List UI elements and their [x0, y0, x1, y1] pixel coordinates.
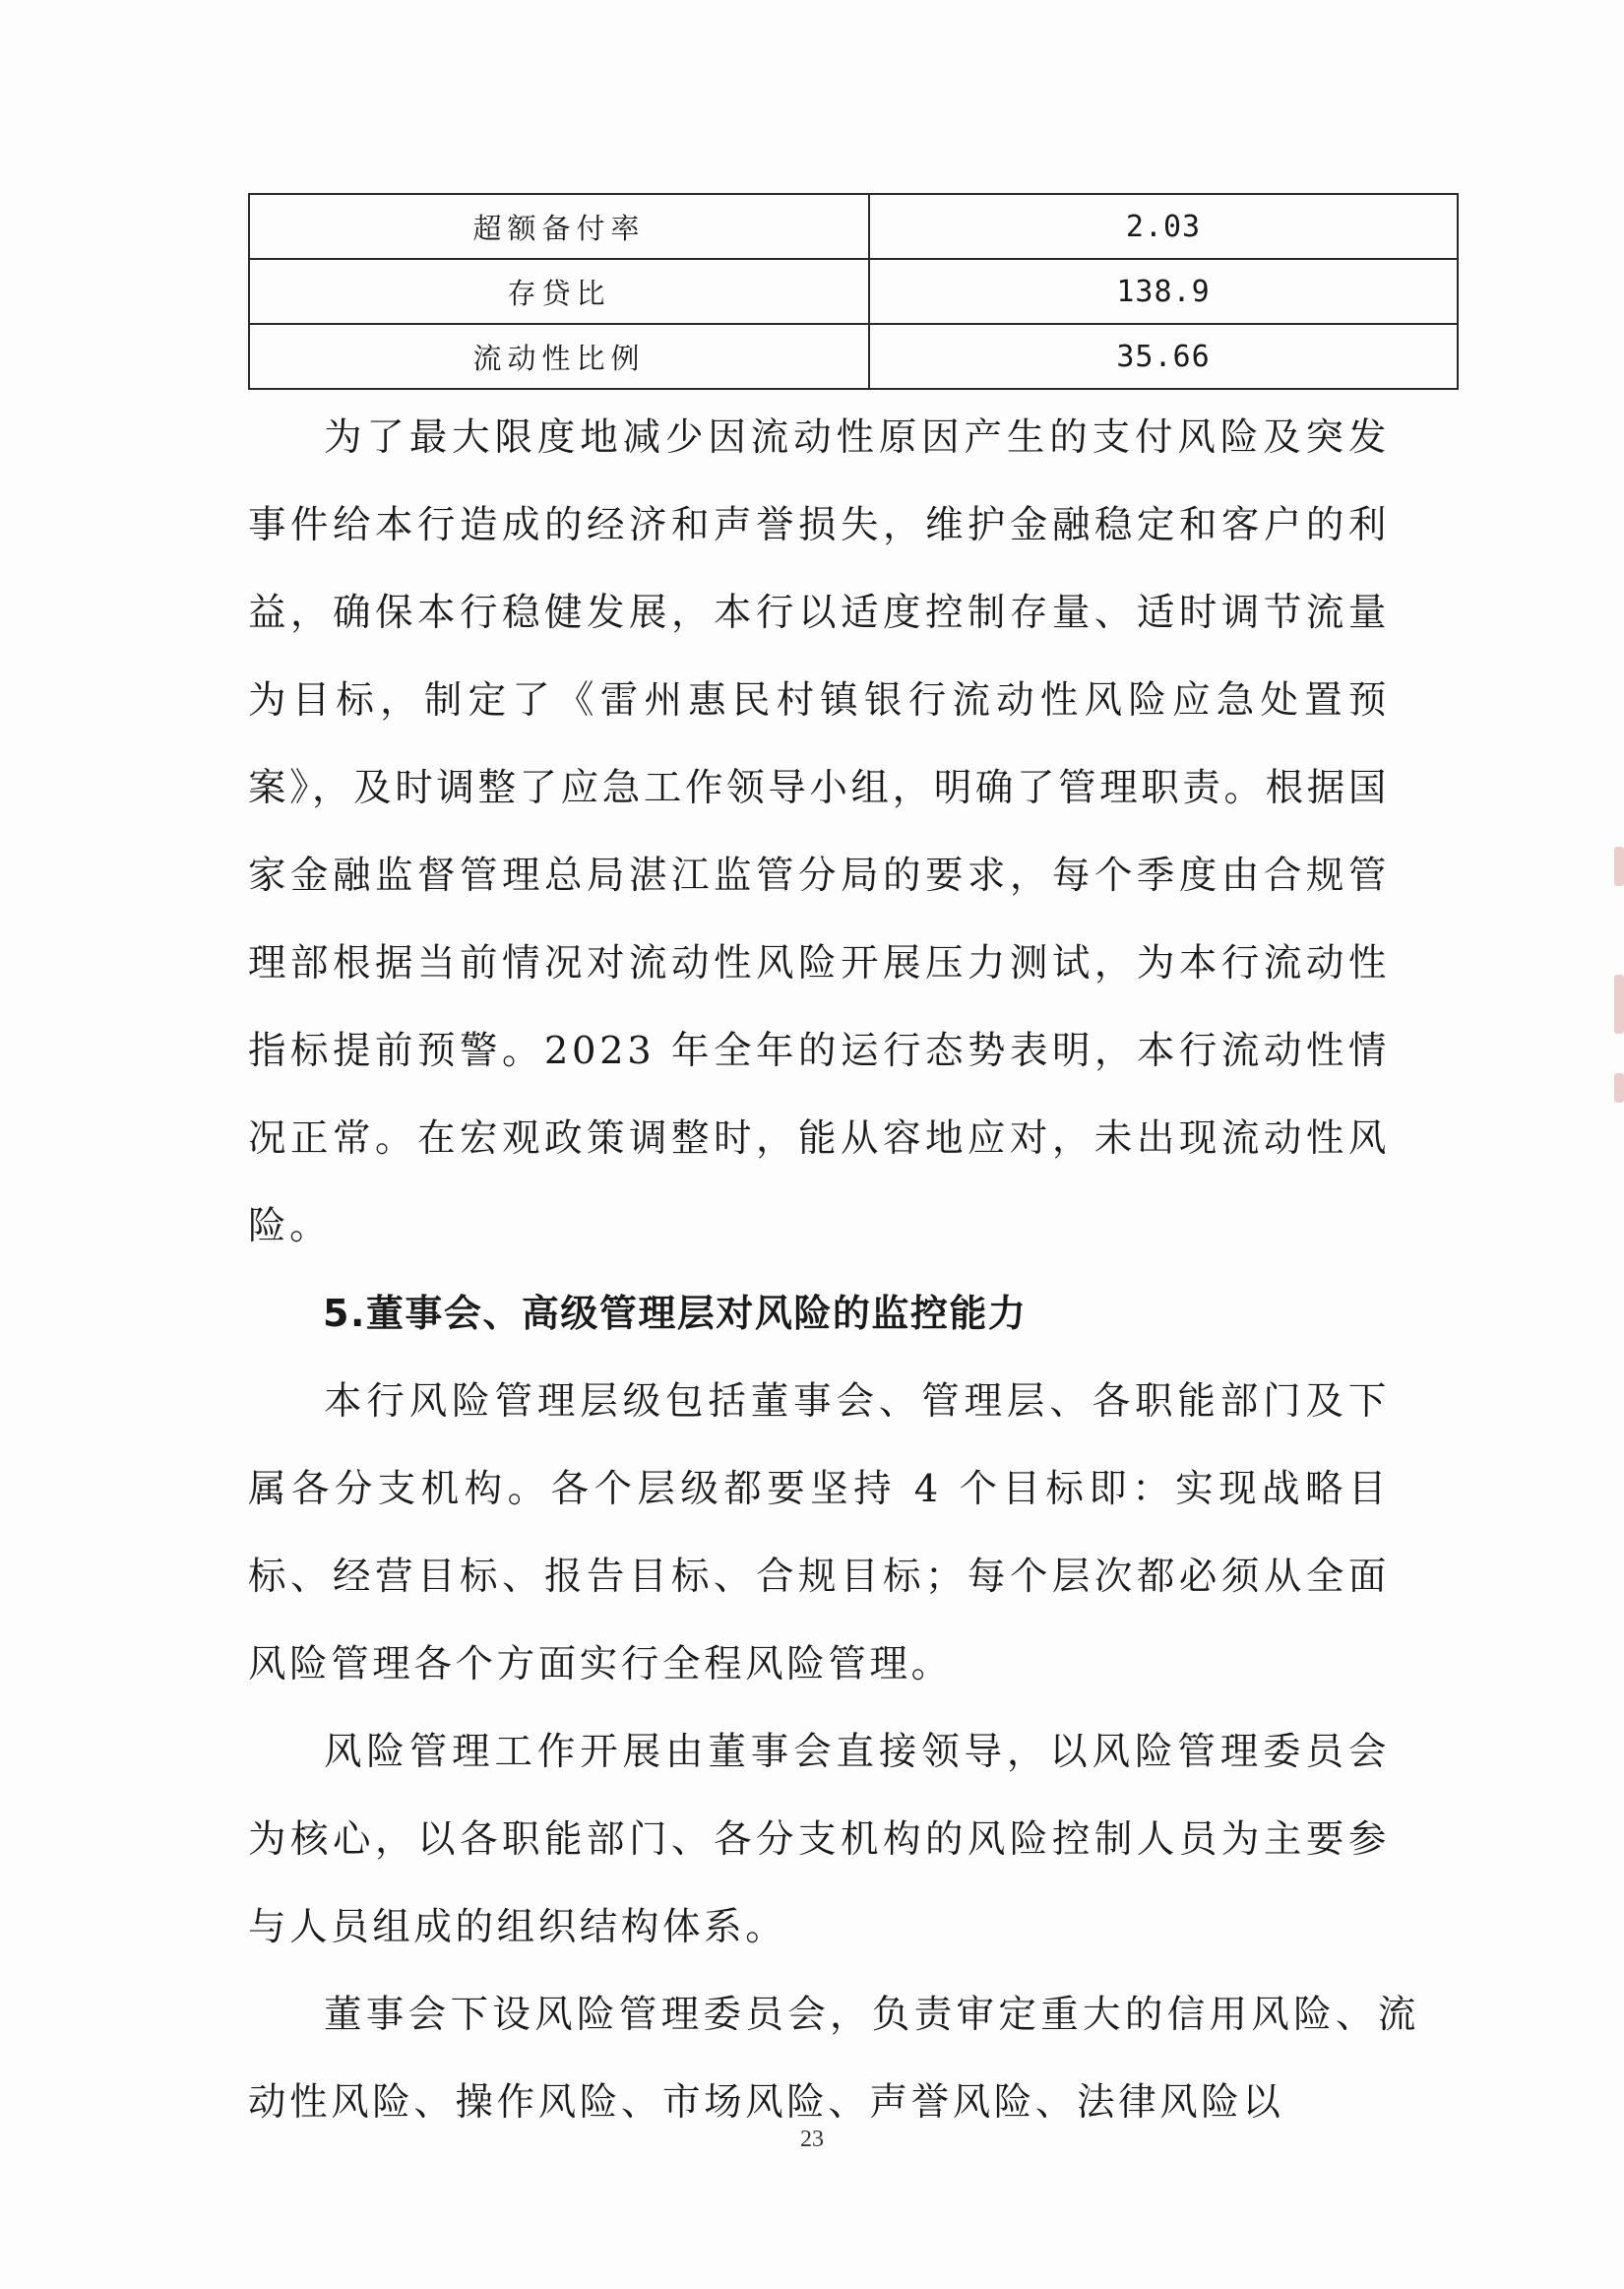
- scan-artifact: [1614, 975, 1624, 1034]
- table-cell-label: 超额备付率: [249, 194, 869, 259]
- body-content: [248, 394, 1419, 2146]
- table-cell-label: 存贷比: [249, 259, 869, 324]
- paragraph-liquidity-contingency: 为了最大限度地减少因流动性原因产生的支付风险及突发事件给本行造成的经济和声誉损失，维护金融稳定和客户的利益，确保本行稳健发展，本行以适度控制存量、适时调节流量为目标，制定了《雷州惠民村镇银行流动性风险应急处置预案》，及时调整了应急工作领导小组，明确了管理职责。根据国家金融监督管理总局湛江监管分局的要求，每个季度由合规管理部根据当前情况对流动性风险开展压力测试，为本行流动性指标提前预警。2023 年全年的运行态势表明，本行流动性情况正常。在宏观政策调整时，能从容地应对，未出现流动性风险。: [248, 415, 1390, 1248]
- table-row: [249, 194, 1458, 259]
- table-cell-value: 2.03: [869, 194, 1458, 259]
- scan-artifact: [1614, 847, 1624, 886]
- liquidity-metrics-table: [248, 193, 1459, 390]
- table-row: [249, 324, 1458, 389]
- table-cell-value: 35.66: [869, 324, 1458, 389]
- scan-artifact: [1614, 1073, 1624, 1103]
- paragraph-risk-committee: 董事会下设风险管理委员会，负责审定重大的信用风险、流动性风险、操作风险、市场风险、声誉风险、法律风险以: [248, 1993, 1419, 2125]
- page-number: 23: [800, 2127, 824, 2152]
- paragraph-risk-levels: 本行风险管理层级包括董事会、管理层、各职能部门及下属各分支机构。各个层级都要坚持 4 个目标即：实现战略目标、经营目标、报告目标、合规目标；每个层次都必须从全面风险管理各个方面实行全程风险管理。: [248, 1379, 1390, 1686]
- table-cell-value: 138.9: [869, 259, 1458, 324]
- table-row: [249, 259, 1458, 324]
- table-cell-label: 流动性比例: [249, 324, 869, 389]
- paragraph-risk-organization: 风险管理工作开展由董事会直接领导，以风险管理委员会为核心，以各职能部门、各分支机构的风险控制人员为主要参与人员组成的组织结构体系。: [248, 1730, 1390, 1949]
- section-heading: 5.董事会、高级管理层对风险的监控能力: [323, 1292, 1028, 1335]
